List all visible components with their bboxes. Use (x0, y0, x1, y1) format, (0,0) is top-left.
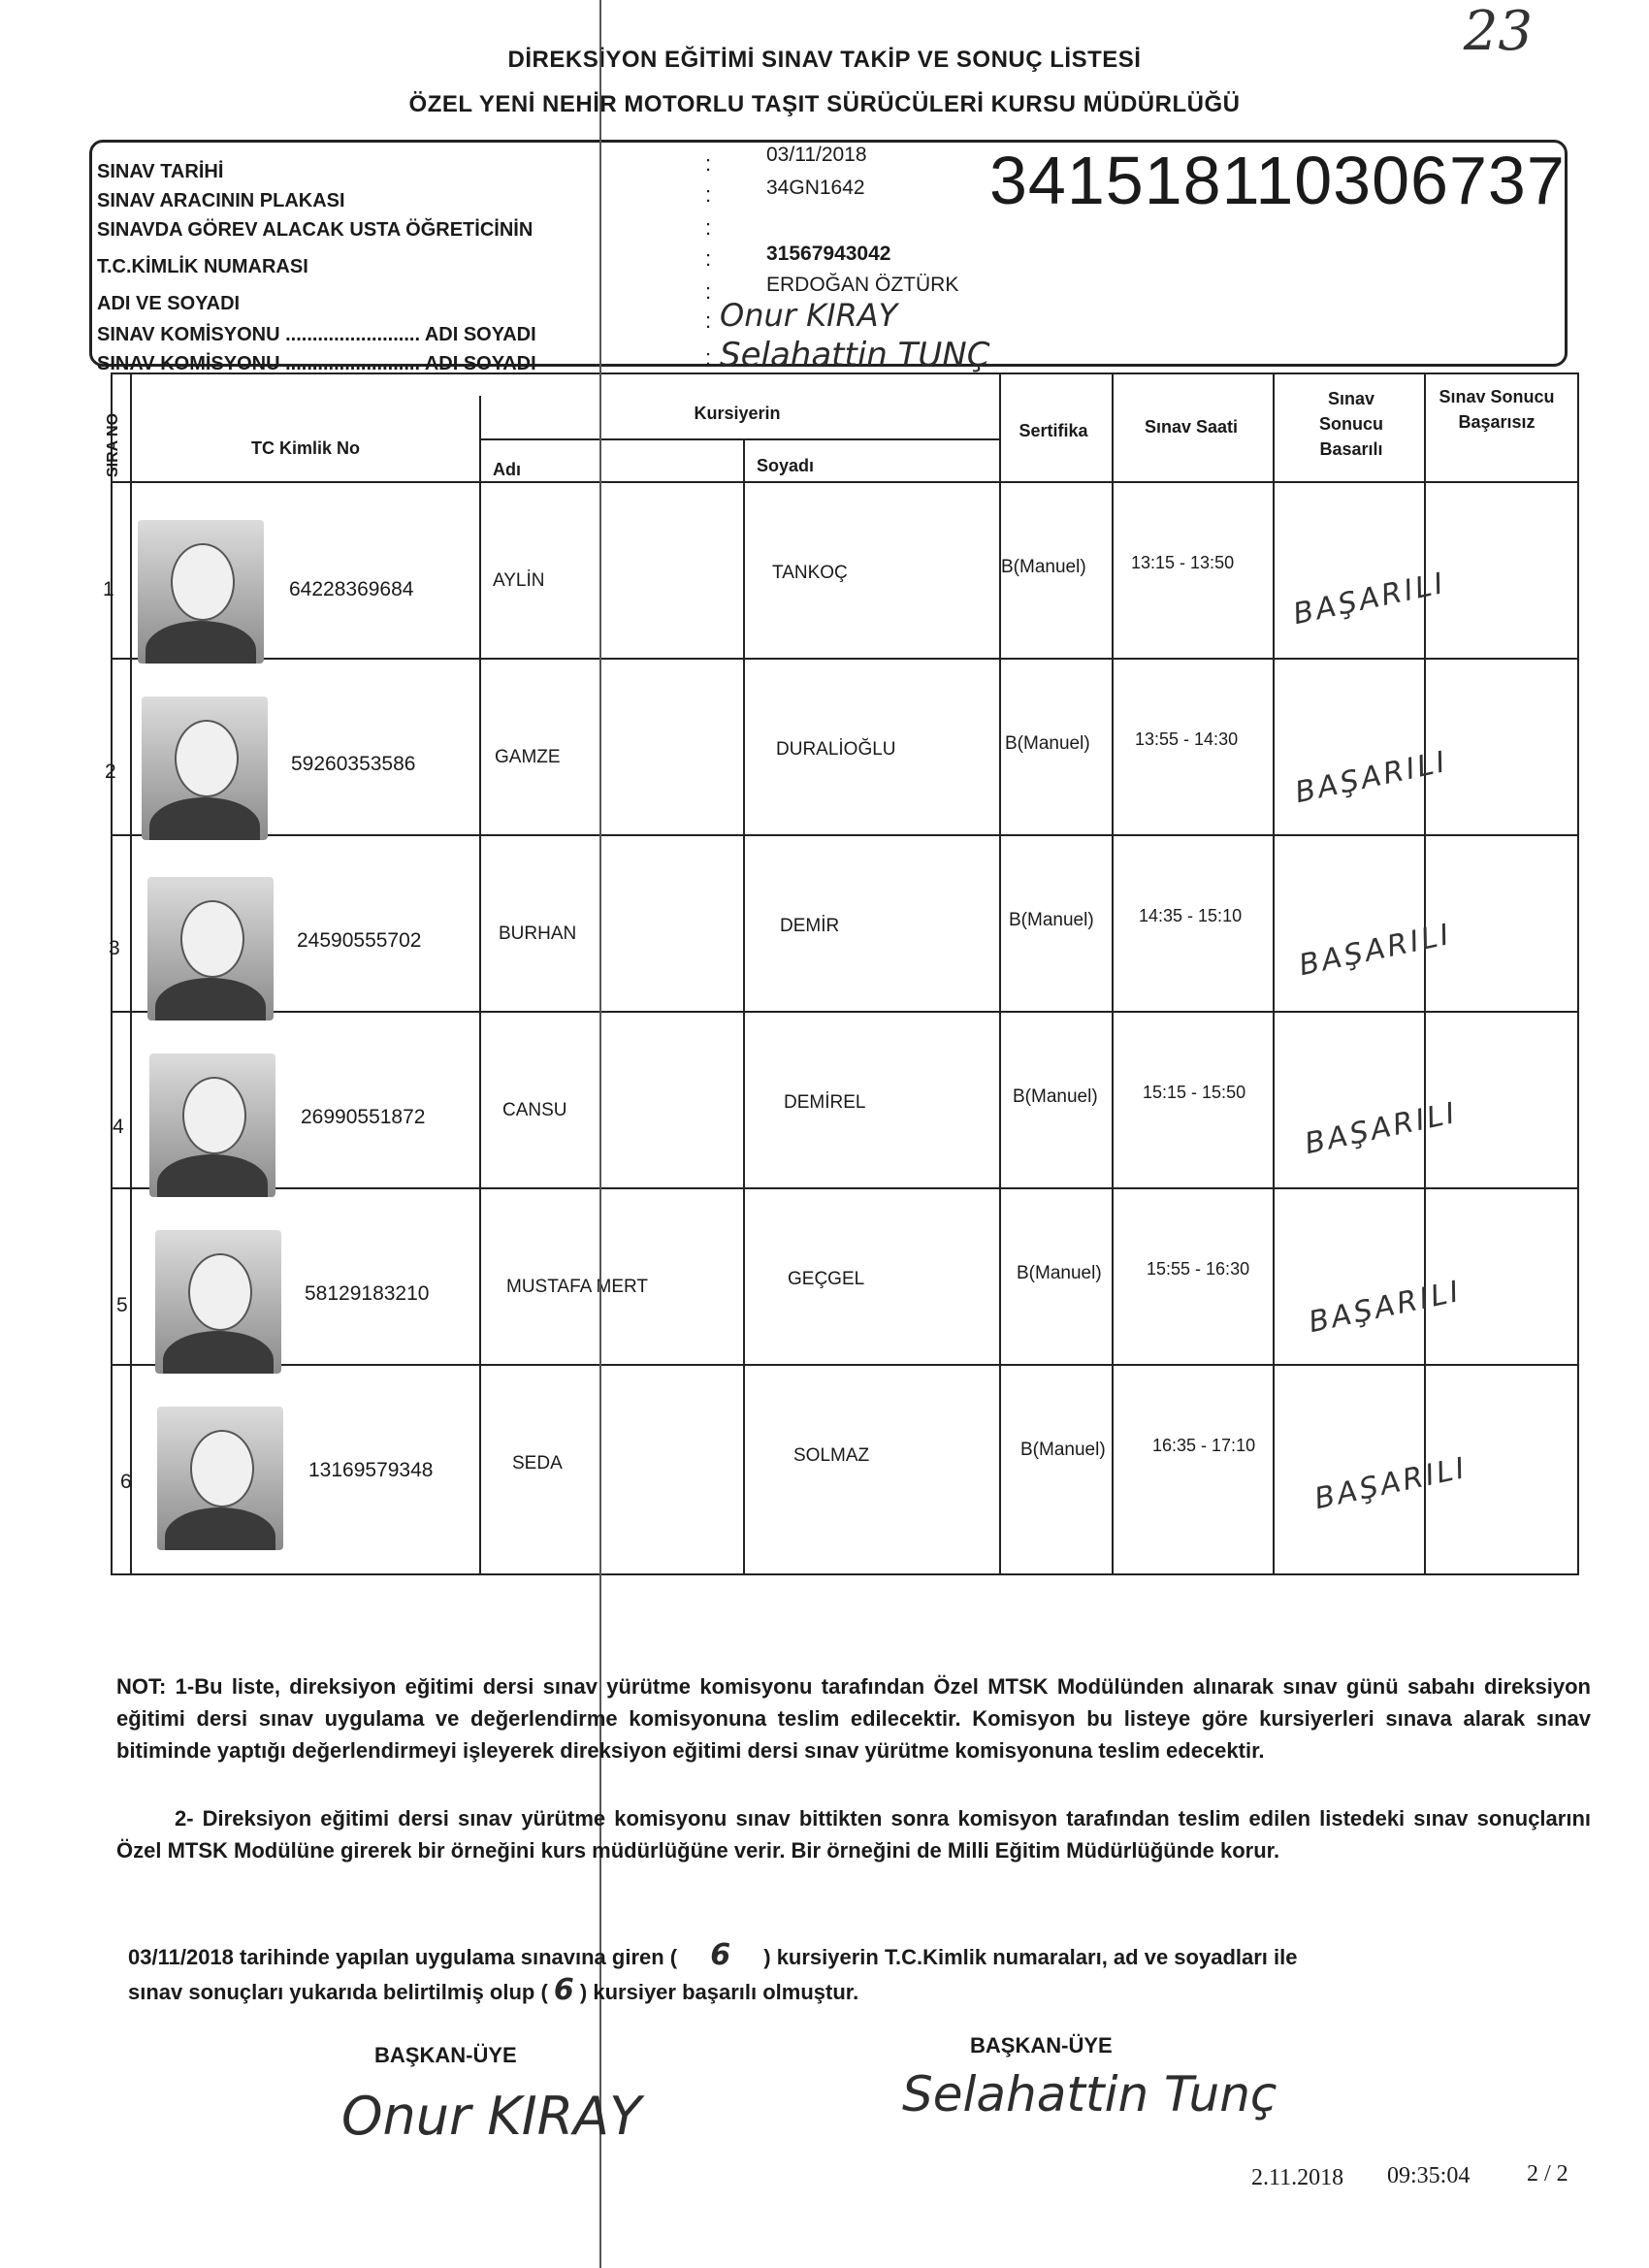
row-6-soyad: SOLMAZ (793, 1445, 870, 1466)
row-2-result-handwritten: BAŞARILI (1292, 744, 1451, 811)
count-passed: 6 (553, 1973, 574, 2007)
row-5-saat: 15:55 - 16:30 (1147, 1259, 1250, 1279)
label-commission-1: SINAV KOMİSYONU ......................... ADI SOYADI (97, 324, 536, 345)
row-1-tc: 64228369684 (289, 578, 414, 600)
header-kursiyer: Kursiyerin (694, 404, 781, 423)
sira-column-divider (130, 373, 132, 1575)
exam-date: 03/11/2018 (766, 144, 867, 166)
row-1-no: 1 (103, 578, 114, 600)
results-table (111, 373, 1579, 1575)
summary-line-1 (128, 1938, 1602, 1972)
signature-label-left: BAŞKAN-ÜYE (374, 2043, 517, 2067)
summary-line-2 (128, 1973, 858, 2007)
row-3-ad: BURHAN (499, 923, 577, 944)
label-vehicle-plate: SINAV ARACININ PLAKASI (97, 190, 345, 211)
row-4-saat: 15:15 - 15:50 (1143, 1083, 1246, 1102)
row-2-soyad: DURALİOĞLU (776, 739, 896, 760)
student-photo (147, 877, 274, 1021)
header-tc: TC Kimlik No (250, 438, 360, 458)
instructor-tc: 31567943042 (766, 243, 891, 265)
label-commission-2: SINAV KOMİSYONU ......................... ADI SOYADI (97, 353, 536, 374)
scan-line (599, 0, 601, 2268)
document-subtitle: ÖZEL YENİ NEHİR MOTORLU TAŞIT SÜRÜCÜLERİ KURSU MÜDÜRLÜĞÜ (408, 91, 1241, 117)
header-basarisiz: Sınav Sonucu Başarısız (1439, 387, 1555, 432)
row-1-soyad: TANKOÇ (772, 563, 848, 583)
header-basarili: Sınav Sonucu Basarılı (1319, 389, 1383, 459)
row-6-result-handwritten: BAŞARILI (1311, 1450, 1471, 1517)
commission-1-handwritten: Onur KIRAY (720, 297, 898, 334)
summary-text-1a: 03/11/2018 tarihinde yapılan uygulama sınavına giren ( (128, 1945, 678, 1969)
note-paragraph-2: 2- Direksiyon eğitimi dersi sınav yürütme komisyonu sınav bittikten sonra komisyon tarafından teslim edilen listedeki sınav sonuçlarını Özel MTSK Modülüne girerek bir örneğini kurs müdürlüğüne verir. Bir örneğini de Milli Eğitim Müdürlüğünde korur. (116, 1806, 1591, 1863)
row-4-no: 4 (113, 1116, 124, 1138)
instructor-name: ERDOĞAN ÖZTÜRK (766, 274, 959, 296)
row-3-soyad: DEMİR (780, 916, 840, 936)
row-4-result-handwritten: BAŞARILI (1302, 1095, 1461, 1162)
student-photo (157, 1407, 283, 1550)
colon: : (705, 246, 712, 271)
count-entered: 6 (710, 1938, 731, 1972)
row-2-no: 2 (105, 761, 116, 783)
signature-label-right: BAŞKAN-ÜYE (970, 2033, 1113, 2057)
row-6-saat: 16:35 - 17:10 (1152, 1436, 1256, 1455)
colon: : (705, 279, 712, 304)
row-5-no: 5 (116, 1294, 128, 1316)
header-adi: Adı (493, 460, 521, 479)
header-sertifika: Sertifika (1018, 421, 1088, 440)
student-photo (138, 520, 264, 664)
row-1-saat: 13:15 - 13:50 (1131, 553, 1235, 572)
summary-text-2b: ) kursiyer başarılı olmuştur. (579, 1980, 859, 2004)
label-tc: T.C.KİMLİK NUMARASI (97, 256, 308, 277)
row-5-soyad: GEÇGEL (788, 1269, 865, 1289)
row-3-no: 3 (109, 937, 120, 959)
summary-text-1b: ) kursiyerin T.C.Kimlik numaraları, ad ve soyadları ile (763, 1945, 1298, 1969)
page-of: 2 / 2 (1527, 2161, 1568, 2187)
colon: : (705, 308, 712, 333)
colon: : (705, 345, 712, 370)
vehicle-plate: 34GN1642 (766, 177, 865, 199)
row-4-tc: 26990551872 (301, 1106, 426, 1128)
row-5-result-handwritten: BAŞARILI (1306, 1274, 1465, 1341)
signature-right: Selahattin Tunç (902, 2066, 1277, 2122)
row-6-no: 6 (120, 1471, 132, 1493)
summary-text-2a: sınav sonuçları yukarıda belirtilmiş olup ( (128, 1980, 548, 2004)
row-6-sertifika: B(Manuel) (1020, 1440, 1106, 1460)
row-6-tc: 13169579348 (308, 1459, 434, 1481)
label-exam-date: SINAV TARİHİ (97, 161, 224, 182)
row-4-soyad: DEMİREL (784, 1092, 866, 1113)
row-4-ad: CANSU (502, 1100, 567, 1120)
row-3-tc: 24590555702 (297, 929, 422, 952)
row-5-ad: MUSTAFA MERT (506, 1277, 649, 1297)
page-number: 23 (1463, 0, 1533, 63)
row-2-tc: 59260353586 (291, 753, 416, 775)
print-date: 2.11.2018 (1251, 2165, 1344, 2190)
row-1-sertifika: B(Manuel) (1001, 557, 1086, 577)
student-photo (155, 1230, 281, 1374)
colon: : (705, 215, 712, 240)
commission-2-handwritten: Selahattin TUNÇ (720, 336, 990, 374)
signature-left: Onur KIRAY (341, 2086, 642, 2147)
row-6-ad: SEDA (512, 1453, 563, 1474)
student-photo (149, 1053, 275, 1197)
row-3-sertifika: B(Manuel) (1009, 910, 1094, 930)
note-paragraph-1: NOT: 1-Bu liste, direksiyon eğitimi dersi sınav yürütme komisyonu tarafından Özel MTSK Modülünden alınarak sınav günü sabahı direksiyon eğitimi dersi sınav uygulama ve değerlendirme komisyonuna teslim edilecektir. Komisyon bu listeye göre kursiyerleri sınava alarak sınav bitiminde yaptığı değerlendirmeyi işleyerek direksiyon eğitimi dersi sınav yürütme komisyonuna teslim edecektir. (116, 1674, 1591, 1763)
header-sinav-saati: Sınav Saati (1144, 417, 1239, 437)
print-time: 09:35:04 (1387, 2163, 1471, 2188)
row-5-tc: 58129183210 (305, 1282, 430, 1305)
label-instructor: SINAVDA GÖREV ALACAK USTA ÖĞRETİCİNİN (97, 219, 534, 241)
header-sira-no: SIRA NO (105, 412, 122, 478)
row-1-ad: AYLİN (493, 570, 545, 591)
student-photo (142, 697, 268, 840)
document-number: 341518110306737 (989, 143, 1566, 218)
row-3-result-handwritten: BAŞARILI (1296, 917, 1455, 984)
row-3-saat: 14:35 - 15:10 (1139, 906, 1243, 925)
row-5-sertifika: B(Manuel) (1017, 1263, 1102, 1283)
document-title: DİREKSİYON EĞİTİMİ SINAV TAKİP VE SONUÇ LİSTESİ (507, 47, 1142, 73)
label-name: ADI VE SOYADI (97, 293, 241, 314)
row-2-saat: 13:55 - 14:30 (1135, 729, 1239, 749)
row-1-result-handwritten: BAŞARILI (1290, 566, 1449, 632)
row-2-sertifika: B(Manuel) (1005, 733, 1090, 754)
colon: : (705, 151, 712, 176)
row-2-ad: GAMZE (495, 747, 561, 767)
header-soyadi: Soyadı (757, 456, 815, 475)
row-4-sertifika: B(Manuel) (1013, 1086, 1098, 1107)
colon: : (705, 182, 712, 207)
